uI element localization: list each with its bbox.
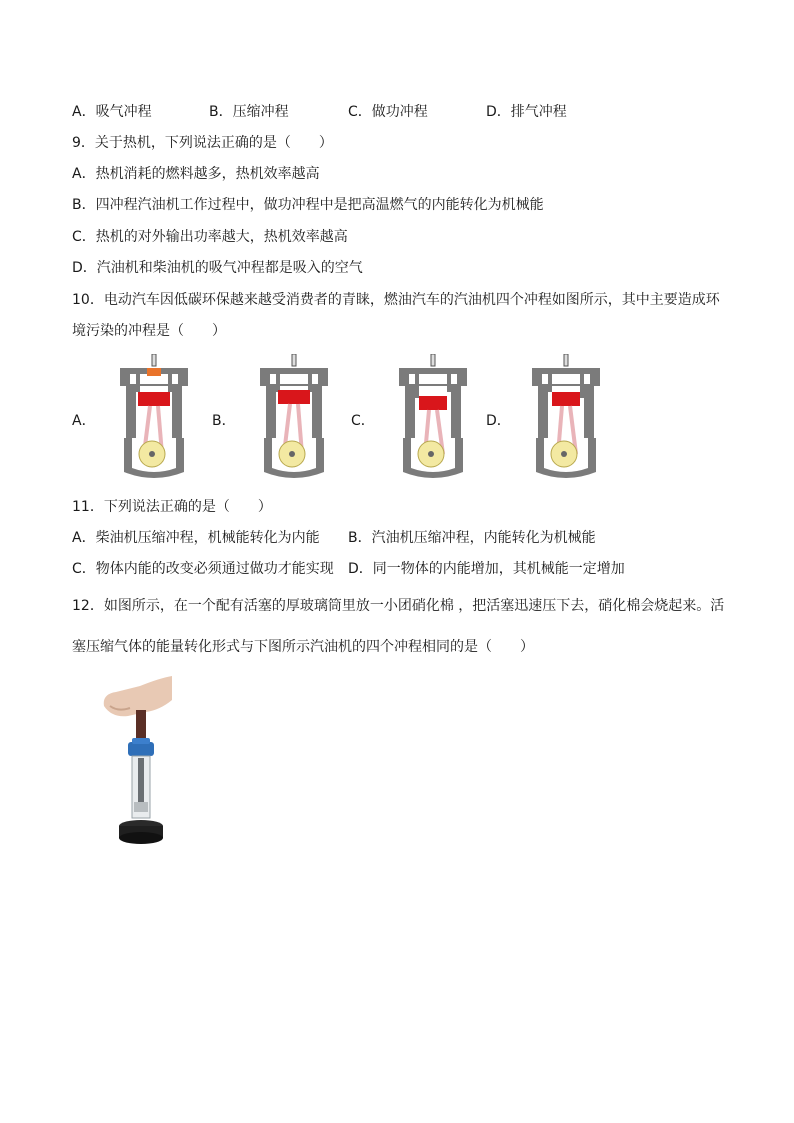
q11-options-row1: [72, 528, 712, 548]
q8-option-d: D．排气冲程: [486, 104, 567, 120]
q8-options: [72, 102, 712, 122]
q8-option-b: B．压缩冲程: [209, 104, 289, 120]
engine-diagram-c: [397, 354, 469, 480]
q11-option-c: C．物体内能的改变必须通过做功才能实现: [72, 561, 334, 577]
q9-option-a: A．热机消耗的燃料越多，热机效率越高: [72, 166, 320, 182]
q10-stem-line2: 境污染的冲程是（ ）: [72, 323, 226, 339]
engine-diagram-d: [530, 354, 602, 480]
q10-label-c: C．: [351, 413, 375, 429]
q12-stem-line1: 12．如图所示，在一个配有活塞的厚玻璃筒里放一小团硝化棉 ，把活塞迅速压下去，硝化棉会烧起来。活: [72, 598, 725, 614]
q9-option-d: D．汽油机和柴油机的吸气冲程都是吸入的空气: [72, 260, 363, 276]
q9-stem: 9．关于热机，下列说法正确的是（ ）: [72, 135, 333, 151]
q10-label-b: B．: [212, 413, 236, 429]
q10-engine-figures: [72, 352, 632, 482]
engine-diagram-b: [258, 354, 330, 480]
q11-option-d: D．同一物体的内能增加，其机械能一定增加: [348, 561, 625, 577]
engine-diagram-a: [118, 354, 190, 480]
q10-label-a: A．: [72, 413, 96, 429]
syringe-experiment-image: [100, 676, 180, 848]
q12-stem-line2: 塞压缩气体的能量转化形式与下图所示汽油机的四个冲程相同的是（ ）: [72, 639, 534, 655]
q11-option-b: B．汽油机压缩冲程，内能转化为机械能: [348, 530, 596, 546]
q11-options-row2: [72, 559, 712, 579]
q11-stem: 11．下列说法正确的是（ ）: [72, 499, 272, 515]
q8-option-c: C．做功冲程: [348, 104, 428, 120]
q8-option-a: A．吸气冲程: [72, 104, 152, 120]
q9-option-c: C．热机的对外输出功率越大，热机效率越高: [72, 229, 348, 245]
q10-stem-line1: 10．电动汽车因低碳环保越来越受消费者的青睐，燃油汽车的汽油机四个冲程如图所示，其中主要造成环: [72, 292, 720, 308]
q10-label-d: D．: [486, 413, 511, 429]
q9-option-b: B．四冲程汽油机工作过程中，做功冲程中是把高温燃气的内能转化为机械能: [72, 197, 544, 213]
q11-option-a: A．柴油机压缩冲程，机械能转化为内能: [72, 530, 320, 546]
